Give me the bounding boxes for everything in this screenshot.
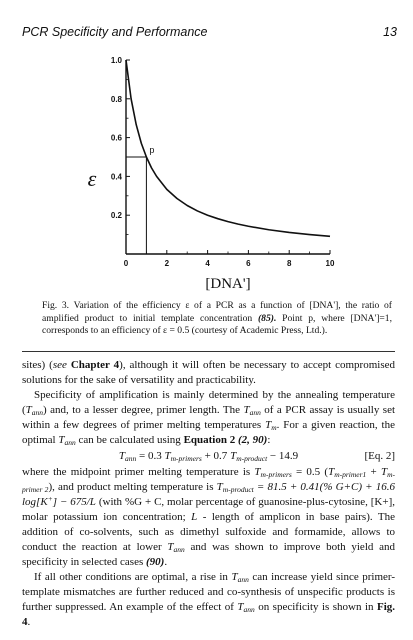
p2-text-d: . For a given reaction, the optimal	[22, 419, 395, 446]
t-m-primer1: T	[328, 466, 335, 478]
y-tick-label: 0.6	[110, 133, 122, 143]
p3-text-g: (with %G + C, molar percentage of guanosine-plus-cytosine, [K+], molar potassium ion concentration;	[22, 496, 395, 523]
caption-text-2: Point p, where [DNA']=1, corresponds to an efficiency of ε = 0.5 (courtesy of Academic Press, Ltd.).	[42, 312, 392, 337]
t-m-primer2: T	[380, 466, 388, 478]
eq-t-primers-sub: m-primers	[170, 454, 202, 463]
product-formula: = 81.5 + 0.41(% G+C) + 16.6 log[K	[22, 481, 395, 508]
p4-text-c: on specificity is shown in	[254, 601, 377, 613]
p3-text-j: .	[164, 556, 168, 568]
x-tick-label: 8	[286, 259, 292, 268]
x-tick-label: 10	[325, 259, 335, 268]
p2-text-a: Specificity of amplification is mainly determined by the annealing temperature (	[22, 389, 395, 416]
figure-caption	[42, 300, 392, 338]
p3-text-a: where the midpoint primer melting temperature is	[22, 466, 255, 478]
eq-lhs: T	[118, 450, 125, 462]
running-title: PCR Specificity and Performance	[22, 25, 208, 39]
figure-ref: Fig. 4	[22, 601, 396, 628]
y-tick-label: 1.0	[110, 56, 122, 65]
x-tick-label: 0	[123, 259, 129, 268]
t-ann: T	[167, 541, 174, 553]
p2-text-f: :	[267, 434, 271, 446]
t-ann-sub: ann	[243, 605, 255, 614]
y-tick-label: 0.8	[110, 94, 122, 104]
p3-text-c: +	[366, 466, 381, 478]
efficiency-chart	[0, 0, 413, 300]
p3-text-d: ), and product melting temperature is	[48, 481, 217, 493]
eq-t-product-sub: m-product	[236, 454, 268, 463]
p3-text-i: and was shown to improve both yield and specificity in selected cases	[22, 541, 395, 568]
equation-number: [Eq. 2]	[364, 450, 395, 462]
t-m-primers-sub: m-primers	[260, 470, 292, 479]
t-ann: T	[237, 601, 244, 613]
eq-t-product: T	[230, 450, 237, 462]
p2-text-e: can be calculated using	[75, 434, 184, 446]
p4-text-a: If all other conditions are optimal, a rise in	[34, 571, 232, 583]
x-tick-label: 2	[164, 259, 170, 268]
caption-fig-label: Fig. 3.	[42, 300, 70, 311]
paragraph-1	[22, 358, 395, 388]
p4-text-d: .	[27, 616, 31, 628]
caption-ref: (85).	[257, 312, 277, 324]
citation-refs: (2, 90)	[235, 434, 268, 446]
eq-mid2: + 0.7	[201, 450, 231, 462]
p1-text-b: ), although it will often be necessary to accept compromised solutions for the sake of versatility and practicability.	[22, 359, 395, 386]
p1-see: see	[52, 359, 67, 371]
x-tick-label: 6	[246, 259, 251, 268]
efficiency-curve	[126, 60, 330, 236]
eq-mid3: − 14.9	[267, 450, 299, 462]
caption-text-1: Variation of the efficiency ε of a PCR as a function of [DNA'], the ratio of amplified product to initial template concentration	[42, 300, 393, 324]
eq-lhs-sub: ann	[125, 454, 137, 463]
t-m-sub: m	[271, 423, 277, 432]
citation-90: (90)	[146, 556, 165, 568]
p1-text-a: sites) (	[22, 359, 53, 371]
t-m-primer1-sub: m-primer1	[334, 470, 367, 479]
p3-text-h: - length of amplicon in base pairs). The addition of co-solvents, such as dimethyl sulfoxide and formamide, allows to conduct the reaction at lower	[22, 511, 395, 553]
t-ann-sub: ann	[64, 438, 76, 447]
t-m-primers: T	[254, 466, 261, 478]
y-axis-label: ε	[87, 166, 97, 191]
body-text	[22, 358, 395, 630]
product-formula-end: ] − 675/L	[52, 496, 96, 508]
eq-mid1: = 0.3	[136, 450, 165, 462]
t-ann: T	[25, 404, 32, 416]
t-ann-sub: ann	[31, 408, 44, 417]
chapter-ref: Chapter 4	[66, 359, 120, 371]
equation-ref: Equation 2	[183, 434, 236, 446]
paragraph-3	[22, 465, 395, 570]
y-tick-label: 0.4	[110, 172, 122, 182]
t-ann: T	[243, 404, 250, 416]
caption-divider	[22, 351, 395, 352]
t-m-product: T	[216, 481, 223, 493]
x-axis-label: [DNA']	[205, 276, 251, 292]
t-ann-sub: ann	[173, 545, 185, 554]
t-ann: T	[231, 571, 238, 583]
eq-t-primers: T	[164, 450, 171, 462]
t-ann: T	[58, 434, 65, 446]
x-tick-label: 4	[205, 259, 210, 268]
t-m-primer2-sub: m-primer 2	[22, 470, 395, 494]
paragraph-2	[22, 388, 395, 448]
var-l: L	[191, 511, 198, 523]
t-ann-sub: ann	[249, 408, 261, 417]
t-ann-sub: ann	[237, 575, 249, 584]
t-m-product-sub: m-product	[222, 485, 254, 494]
k-plus-sup: +	[47, 494, 53, 503]
p2-text-b: ) and, to a lesser degree, primer length. The	[43, 404, 244, 416]
equation-2	[22, 448, 395, 465]
p4-text-b: can increase yield since primer-template mismatches are further reduced and co-synthesis of unspecific products is further suppressed. An example of the effect of	[22, 571, 396, 613]
page-number: 13	[383, 25, 397, 39]
y-tick-label: 0.2	[110, 211, 122, 221]
equation-formula	[22, 448, 395, 465]
t-m: T	[265, 419, 272, 431]
p2-text-c: of a PCR assay is usually set within a few degrees of primer melting temperatures	[22, 404, 396, 431]
p3-text-b: = 0.5 (	[291, 466, 329, 478]
point-p-label: p	[149, 145, 155, 155]
paragraph-4	[22, 570, 395, 630]
